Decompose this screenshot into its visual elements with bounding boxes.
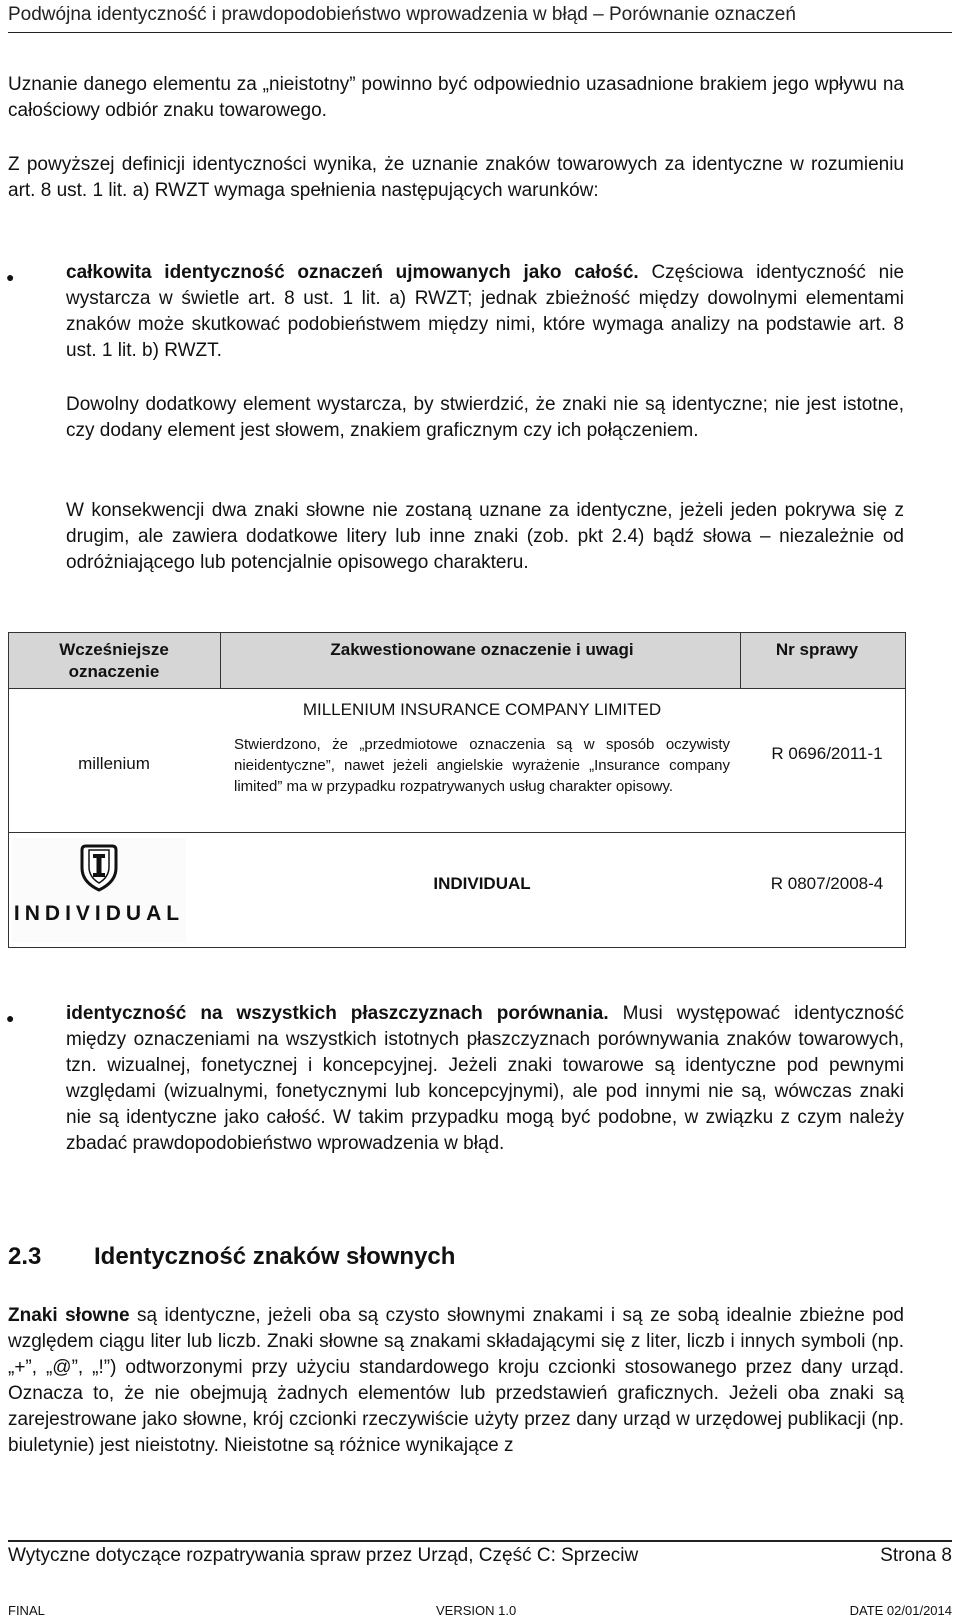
- table-row: [8, 832, 906, 948]
- bullet-2-bold: identyczność na wszystkich płaszczyznach porównania.: [66, 1003, 609, 1024]
- bullet-1-paragraph-2: Dowolny dodatkowy element wystarcza, by stwierdzić, że znaki nie są identyczne; nie jest istotne, czy dodany element jest słowem, znakiem graficznym czy ich połączeniem.: [66, 394, 904, 441]
- table-header-row: [8, 632, 906, 688]
- paragraph-3-text: są identyczne, jeżeli oba są czysto słownymi znakami i są ze sobą idealnie zbieżne pod względem ciągu liter lub liczb. Znaki słowne są znakami składającymi się z liter, liczb i innych symboli (np. „+”, „@”, „!”) odtworzonymi przy użyciu standardowego kroju czcionki stosowanego przez dany urząd. Oznacza to, że nie obejmują żadnych elementów lub przedstawień graficznych. Jeżeli oba znaki są zarejestrowane jako słowne, krój czcionki rzeczywiście użyty przez dany urząd w urzędowej publikacji (np. biuletynie) jest nieistotny. Nieistotne są różnice wynikające z: [8, 1305, 904, 1456]
- bullet-icon: ●: [6, 269, 15, 285]
- table-row: [8, 688, 906, 832]
- paragraph-3: [8, 1303, 904, 1459]
- bullet-1-paragraph-3: W konsekwencji dwa znaki słowne nie zostaną uznane za identyczne, jeżeli jeden pokrywa się z drugim, ale zawiera dodatkowe litery lub inne znaki (zob. pkt 2.4) bądź słowa – niezależnie od odróżniającego lub potencjalnie opisowego charakteru.: [66, 500, 904, 573]
- bullet-1-text: Częściowa identyczność nie wystarcza w świetle art. 8 ust. 1 lit. a) RWZT; jednak zbieżność między dowolnymi elementami znaków może skutkować podobieństwem między nimi, które wymaga analizy na podstawie art. 8 ust. 1 lit. b) RWZT.: [66, 262, 905, 361]
- contested-mark-2: INDIVIDUAL: [433, 874, 531, 893]
- case-number-2: R 0807/2008-4: [770, 874, 884, 893]
- paragraph-1: Uznanie danego elementu za „nieistotny” powinno być odpowiednio uzasadnione brakiem jego wpływu na całościowy odbiór znaku towarowego.: [8, 74, 904, 121]
- page-header: [8, 0, 952, 33]
- paragraph-2: Z powyższej definicji identyczności wynika, że uznanie znaków towarowych za identyczne w rozumieniu art. 8 ust. 1 lit. a) RWZT wymaga spełnienia następujących warunków:: [8, 154, 904, 201]
- status-label: FINAL: [8, 1603, 45, 1618]
- date-label: DATE 02/01/2014: [849, 1603, 952, 1618]
- table-border-header: [8, 688, 906, 689]
- bullet-2-paragraph: [66, 1001, 904, 1157]
- table-border-left: [8, 632, 9, 948]
- header-title: Podwójna identyczność i prawdopodobieństwo wprowadzenia w błąd – Porównanie oznaczeń: [8, 4, 796, 25]
- table-border-bottom: [8, 947, 906, 948]
- section-heading: [8, 1243, 455, 1271]
- header-case: Nr sprawy: [775, 640, 859, 659]
- individual-logo: [12, 838, 186, 942]
- bullet-icon: ●: [6, 1010, 15, 1026]
- header-earlier: Wcześniejsze oznaczenie: [59, 640, 169, 681]
- section-title: Identyczność znaków słownych: [94, 1243, 456, 1270]
- table-border-top: [8, 632, 906, 633]
- table-border-row: [8, 832, 906, 833]
- bullet-2-text: Musi występować identyczność między oznaczeniami na wszystkich istotnych płaszczyznach porównywania znaków towarowych, tzn. wizualnej, fonetycznej i koncepcyjnej. Jeżeli znaki towarowe są identyczne pod pewnymi względami (wizualnymi, fonetycznymi lub koncepcyjnymi), ale pod innymi nie są, wówczas znaki nie są identyczne jako całość. W takim przypadku mogą być podobne, w związku z czym należy zbadać prawdopodobieństwo wprowadzenia w błąd.: [66, 1003, 904, 1154]
- examples-table: [8, 632, 906, 948]
- section-number: 2.3: [8, 1243, 42, 1270]
- paragraph-3-bold: Znaki słowne: [8, 1305, 130, 1326]
- page-number: Strona 8: [880, 1545, 952, 1566]
- footer-title: Wytyczne dotyczące rozpatrywania spraw przez Urząd, Część C: Sprzeciw: [8, 1545, 639, 1566]
- logo-lettering: INDIVIDUAL: [13, 902, 185, 925]
- header-contested: Zakwestionowane oznaczenie i uwagi: [330, 640, 634, 659]
- table-border-right: [905, 632, 906, 948]
- version-label: VERSION 1.0: [436, 1603, 517, 1618]
- bullet-1-paragraph: [66, 260, 904, 364]
- case-number: R 0696/2011-1: [771, 744, 883, 763]
- table-divider-2: [740, 632, 741, 688]
- bullet-1-bold: całkowita identyczność oznaczeń ujmowanych jako całość.: [66, 262, 639, 283]
- earlier-mark: millenium: [78, 754, 150, 773]
- footer-divider: [8, 1540, 952, 1542]
- table-divider-1: [220, 632, 221, 688]
- contested-mark: MILLENIUM INSURANCE COMPANY LIMITED: [302, 700, 662, 719]
- contested-note: Stwierdzono, że „przedmiotowe oznaczenia są w sposób oczywisty nieidentyczne”, nawet jeżeli angielskie wyrażenie „Insurance company limited” ma w przypadku rozpatrywanych usług charakter opisowy.: [234, 736, 730, 795]
